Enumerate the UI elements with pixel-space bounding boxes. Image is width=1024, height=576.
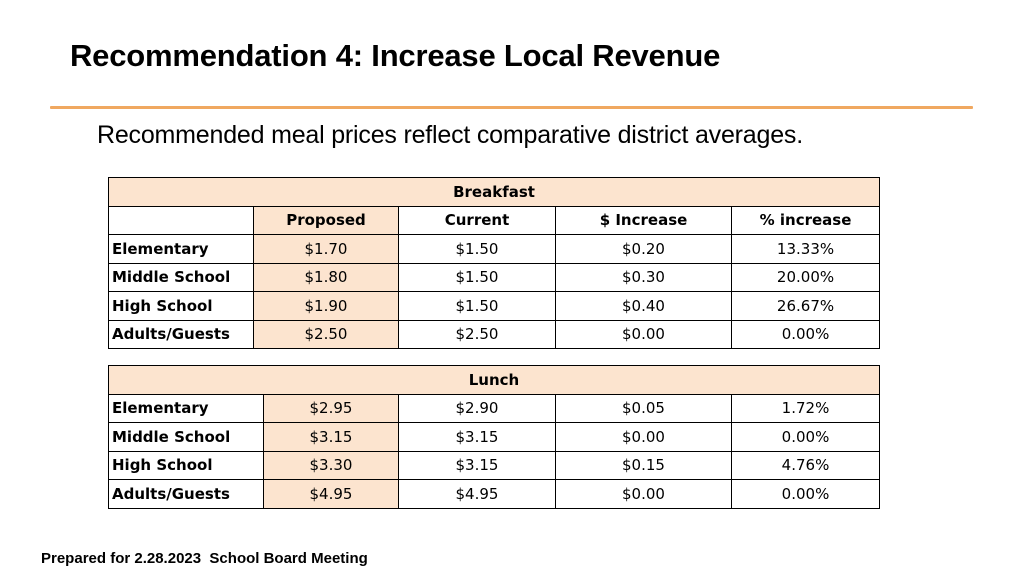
dollar-increase: $0.40 [556, 292, 732, 321]
row-label: Elementary [109, 394, 264, 423]
table-row [109, 480, 880, 509]
table-row [109, 451, 880, 480]
proposed-price: $2.95 [264, 394, 399, 423]
dollar-increase: $0.00 [556, 320, 732, 349]
lunch-section-header [109, 366, 880, 395]
row-label: Elementary [109, 235, 254, 264]
column-header-proposed: Proposed [254, 206, 399, 235]
current-price: $1.50 [399, 263, 556, 292]
proposed-price: $3.15 [264, 423, 399, 452]
current-price: $3.15 [399, 451, 556, 480]
percent-increase: 26.67% [732, 292, 880, 321]
current-price: $4.95 [399, 480, 556, 509]
breakfast-section-label: Breakfast [109, 178, 880, 207]
table-row [109, 320, 880, 349]
breakfast-section-header [109, 178, 880, 207]
percent-increase: 20.00% [732, 263, 880, 292]
percent-increase: 0.00% [732, 423, 880, 452]
table-row [109, 423, 880, 452]
breakfast-column-header-row [109, 206, 880, 235]
row-label: High School [109, 451, 264, 480]
dollar-increase: $0.15 [556, 451, 732, 480]
percent-increase: 13.33% [732, 235, 880, 264]
table-row [109, 292, 880, 321]
dollar-increase: $0.00 [556, 480, 732, 509]
percent-increase: 0.00% [732, 480, 880, 509]
proposed-price: $4.95 [264, 480, 399, 509]
proposed-price: $3.30 [264, 451, 399, 480]
percent-increase: 1.72% [732, 394, 880, 423]
proposed-price: $1.90 [254, 292, 399, 321]
dollar-increase: $0.00 [556, 423, 732, 452]
current-price: $2.50 [399, 320, 556, 349]
breakfast-price-table [108, 177, 880, 349]
row-label: High School [109, 292, 254, 321]
dollar-increase: $0.20 [556, 235, 732, 264]
column-header-empty [109, 206, 254, 235]
row-label: Adults/Guests [109, 320, 254, 349]
slide-title: Recommendation 4: Increase Local Revenue [70, 38, 721, 73]
current-price: $1.50 [399, 292, 556, 321]
current-price: $3.15 [399, 423, 556, 452]
proposed-price: $1.70 [254, 235, 399, 264]
table-row [109, 235, 880, 264]
row-label: Middle School [109, 423, 264, 452]
current-price: $1.50 [399, 235, 556, 264]
column-header-dollar-increase: $ Increase [556, 206, 732, 235]
lunch-price-table [108, 365, 880, 509]
percent-increase: 0.00% [732, 320, 880, 349]
table-row [109, 394, 880, 423]
slide-subtitle: Recommended meal prices reflect comparative district averages. [97, 121, 803, 149]
proposed-price: $2.50 [254, 320, 399, 349]
row-label: Middle School [109, 263, 254, 292]
table-row [109, 263, 880, 292]
percent-increase: 4.76% [732, 451, 880, 480]
dollar-increase: $0.30 [556, 263, 732, 292]
column-header-current: Current [399, 206, 556, 235]
lunch-section-label: Lunch [109, 366, 880, 395]
proposed-price: $1.80 [254, 263, 399, 292]
column-header-percent-increase: % increase [732, 206, 880, 235]
current-price: $2.90 [399, 394, 556, 423]
footer-note: Prepared for 2.28.2023 School Board Meeting [41, 550, 368, 567]
row-label: Adults/Guests [109, 480, 264, 509]
title-divider [50, 106, 973, 109]
dollar-increase: $0.05 [556, 394, 732, 423]
